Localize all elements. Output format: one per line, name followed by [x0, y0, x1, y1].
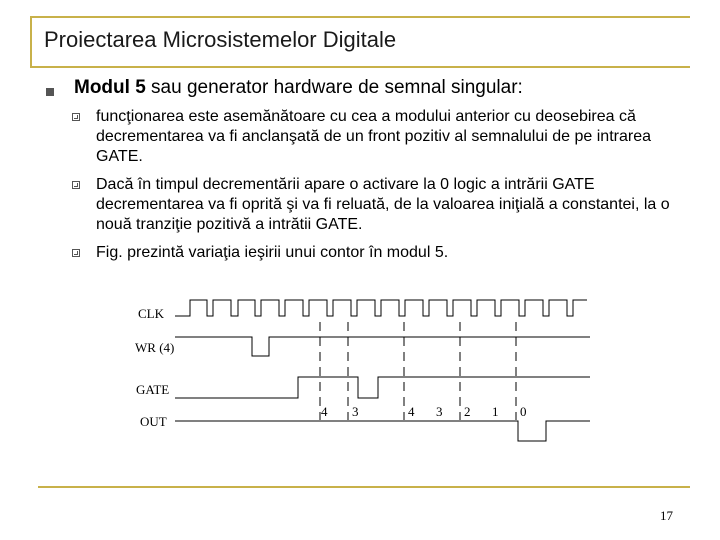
sub-bullet-1: funcţionarea este asemănătoare cu cea a modului anterior cu deosebirea că decrementarea va fi anclanşată de un front pozitiv al semnalului de pe intrarea GATE.	[96, 108, 651, 165]
signal-label-wr: WR (4)	[135, 340, 175, 355]
footer-divider	[38, 486, 690, 488]
count-label-4: 3	[436, 404, 443, 419]
count-label-1: 4	[321, 404, 328, 419]
count-label-5: 2	[464, 404, 471, 419]
count-label-3: 4	[408, 404, 415, 419]
clk-waveform	[175, 300, 587, 316]
signal-label-out: OUT	[140, 414, 167, 429]
main-bullet-bold: Modul 5	[74, 77, 146, 98]
count-label-2: 3	[352, 404, 359, 419]
slide-title: Proiectarea Microsistemelor Digitale	[44, 27, 397, 52]
sub-bullet-3: Fig. prezintă variaţia ieşirii unui contor în modul 5.	[96, 244, 449, 261]
signal-label-clk: CLK	[138, 306, 164, 321]
gate-waveform	[175, 377, 590, 398]
main-bullet-rest: sau generator hardware de semnal singular:	[145, 77, 523, 98]
out-waveform	[175, 421, 590, 441]
wr-waveform	[175, 337, 590, 356]
count-label-7: 0	[520, 404, 527, 419]
page-number: 17	[660, 508, 673, 523]
signal-label-gate: GATE	[136, 382, 170, 397]
count-label-6: 1	[492, 404, 499, 419]
sub-bullet-2: Dacă în timpul decrementării apare o activare la 0 logic a intrării GATE decrementarea va fi oprită şi va fi reluată, de la valoarea iniţială a constantei, la o nouă tranziţie pozitivă a intrătii GATE.	[96, 176, 670, 233]
